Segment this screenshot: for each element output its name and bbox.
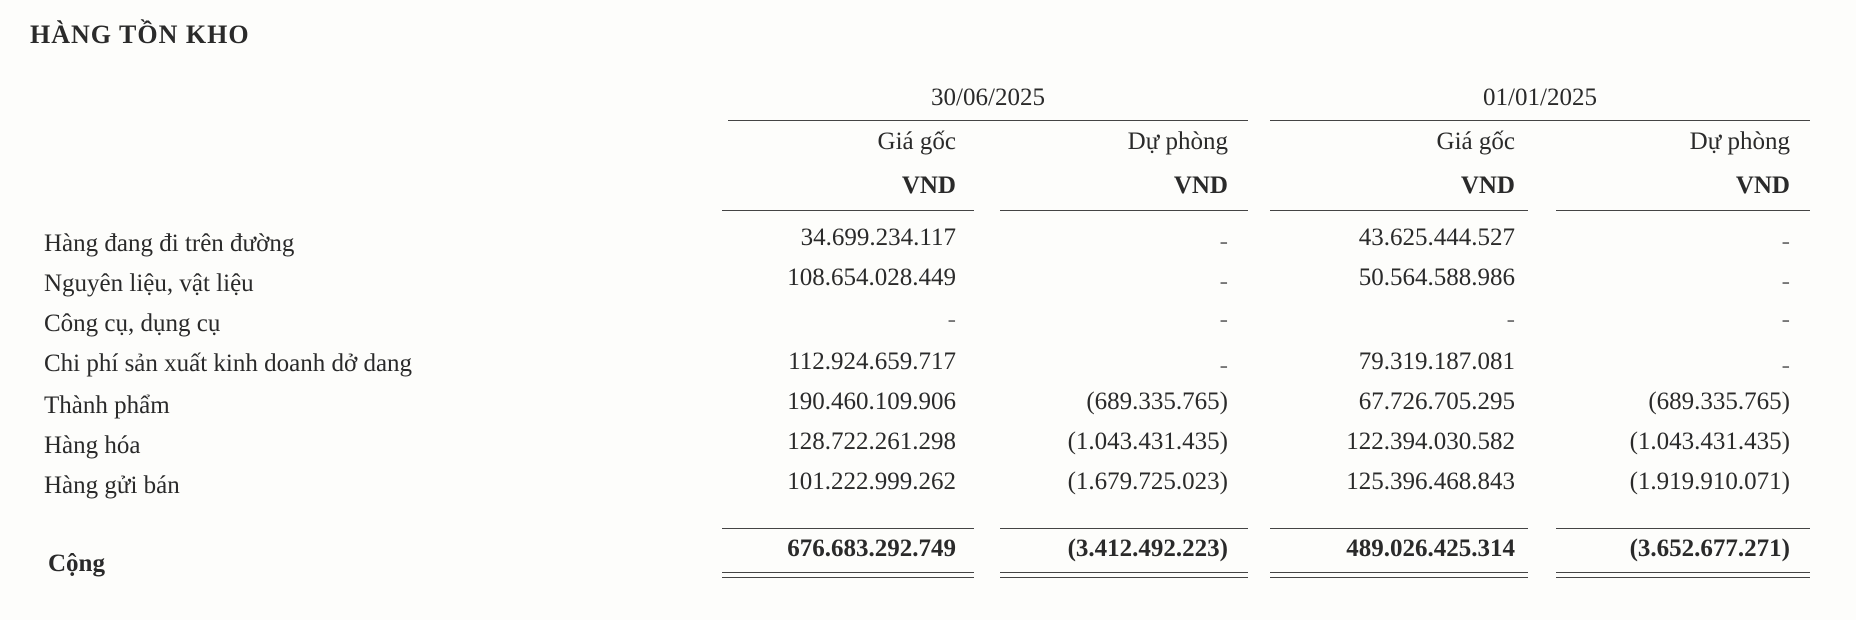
col-unit-provision-prior: VND [1735, 172, 1790, 199]
row-label: Hàng gửi bán [44, 472, 180, 499]
header-rule [1556, 210, 1810, 211]
period-divider-prior [1270, 120, 1810, 121]
row-value: - [1219, 228, 1228, 255]
row-value: (689.335.765) [1648, 388, 1790, 415]
section-title: HÀNG TỒN KHO [30, 20, 250, 49]
period-header-prior: 01/01/2025 [1483, 84, 1597, 111]
col-header-cost-prior: Giá gốc [1436, 128, 1515, 155]
total-value: (3.652.677.271) [1629, 535, 1790, 562]
total-rule [1000, 528, 1248, 529]
row-value: (1.919.910.071) [1629, 468, 1790, 495]
col-unit-provision-current: VND [1173, 172, 1228, 199]
col-unit-cost-prior: VND [1460, 172, 1515, 199]
row-value: (1.043.431.435) [1067, 428, 1228, 455]
row-label: Hàng đang đi trên đường [44, 230, 295, 257]
total-double-rule [1000, 572, 1248, 578]
row-value: - [947, 306, 956, 333]
row-value: - [1219, 268, 1228, 295]
row-value: - [1219, 306, 1228, 333]
col-unit-cost-current: VND [901, 172, 956, 199]
row-label: Chi phí sản xuất kinh doanh dở dang [44, 350, 413, 377]
period-header-current: 30/06/2025 [931, 84, 1045, 111]
row-value: - [1219, 352, 1228, 379]
header-rule [1000, 210, 1248, 211]
row-label: Hàng hóa [44, 432, 141, 459]
row-value: 112.924.659.717 [788, 348, 956, 375]
total-rule [1556, 528, 1810, 529]
row-value: 125.396.468.843 [1346, 468, 1515, 495]
row-value: - [1506, 306, 1515, 333]
row-value: - [1781, 268, 1790, 295]
row-value: 34.699.234.117 [800, 224, 956, 251]
row-value: 122.394.030.582 [1346, 428, 1515, 455]
row-value: 67.726.705.295 [1358, 388, 1515, 415]
row-value: 50.564.588.986 [1358, 264, 1515, 291]
row-value: (1.043.431.435) [1629, 428, 1790, 455]
col-header-provision-current: Dự phòng [1127, 128, 1228, 155]
total-label: Cộng [48, 550, 105, 577]
row-label: Công cụ, dụng cụ [44, 310, 221, 337]
total-double-rule [1270, 572, 1528, 578]
row-value: (689.335.765) [1086, 388, 1228, 415]
total-value: 489.026.425.314 [1346, 535, 1515, 562]
row-label: Nguyên liệu, vật liệu [44, 270, 254, 297]
row-value: 108.654.028.449 [787, 264, 956, 291]
row-value: 43.625.444.527 [1358, 224, 1515, 251]
row-value: - [1781, 306, 1790, 333]
row-value: 79.319.187.081 [1358, 348, 1515, 375]
total-value: (3.412.492.223) [1067, 535, 1228, 562]
period-divider-current [728, 120, 1248, 121]
col-header-cost-current: Giá gốc [877, 128, 956, 155]
row-value: - [1781, 352, 1790, 379]
row-label: Thành phẩm [44, 392, 170, 419]
row-value: 190.460.109.906 [787, 388, 956, 415]
header-rule [1270, 210, 1528, 211]
row-value: (1.679.725.023) [1067, 468, 1228, 495]
header-rule [722, 210, 974, 211]
total-rule [722, 528, 974, 529]
total-value: 676.683.292.749 [787, 535, 956, 562]
row-value: 101.222.999.262 [787, 468, 956, 495]
total-rule [1270, 528, 1528, 529]
row-value: 128.722.261.298 [787, 428, 956, 455]
col-header-provision-prior: Dự phòng [1689, 128, 1790, 155]
total-double-rule [722, 572, 974, 578]
row-value: - [1781, 228, 1790, 255]
total-double-rule [1556, 572, 1810, 578]
